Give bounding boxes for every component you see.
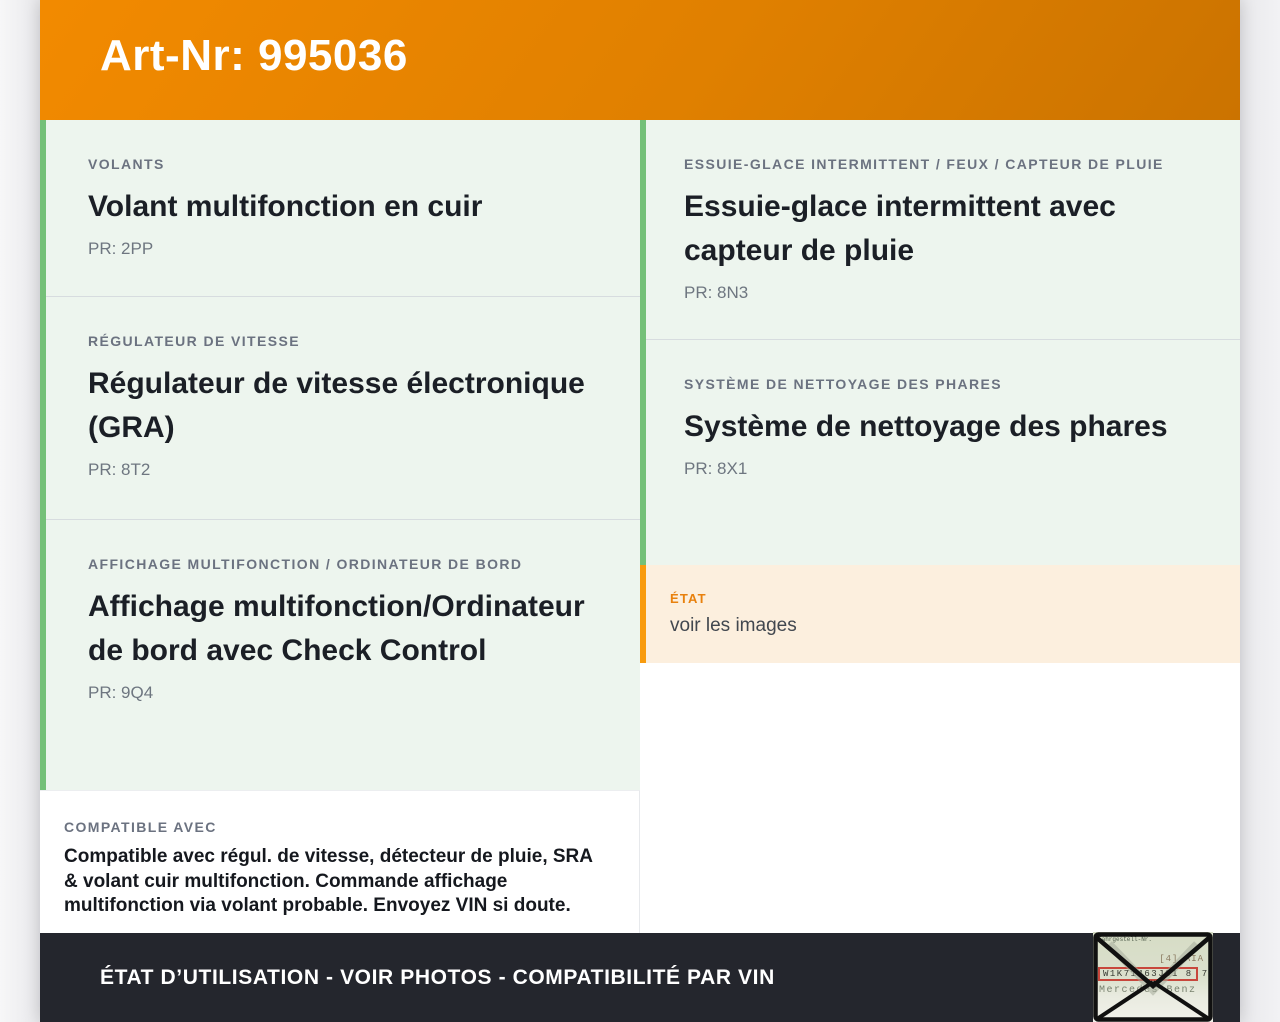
content [40,120,1240,933]
right-column [640,120,1240,933]
card-nettoyage-phares [640,340,1240,565]
pr-code: PR: 8T2 [88,460,151,479]
compatibility-text: Compatible avec régul. de vitesse, détecteur de pluie, SRA & volant cuir multifonction. Commande affichage multifonction via volant probable. Envoyez VIN si doute. [64,846,593,916]
doc-line1: [4] AIA [1159,954,1204,964]
pr-code: PR: 9Q4 [88,683,154,702]
footer-text: ÉTAT D’UTILISATION - VOIR PHOTOS - COMPATIBILITÉ PAR VIN [100,965,775,989]
card-category-label: RÉGULATEUR DE VITESSE [88,333,300,349]
listing-sheet [40,0,1240,1022]
card-regulateur [40,297,640,520]
etat-label: ÉTAT [670,591,707,606]
registration-document-image [1093,932,1213,1022]
card-title: Essuie-glace intermittent avec capteur de pluie [684,190,1116,267]
card-volant [40,120,640,297]
page-title: Art-Nr: 995036 [100,31,408,80]
compatibility-label: COMPATIBLE AVEC [64,819,217,835]
left-column [40,120,640,933]
card-category-label: AFFICHAGE MULTIFONCTION / ORDINATEUR DE BORD [88,556,523,572]
vin-suffix: 7 [1201,969,1208,979]
pr-code: PR: 2PP [88,239,154,258]
pr-code: PR: 8X1 [684,459,748,478]
card-title: Affichage multifonction/Ordinateur de bord avec Check Control [88,590,585,667]
card-title: Système de nettoyage des phares [684,410,1168,443]
pr-code: PR: 8N3 [684,283,749,302]
doc-brand-text: Mercedes-Benz [1099,985,1197,996]
card-title: Régulateur de vitesse électronique (GRA) [88,367,585,444]
header [40,0,1240,120]
envelope-icon [1093,932,1213,1022]
doc-small-label: Fahrgestell-Nr. [1098,936,1153,943]
footer-bar [40,933,1240,1022]
card-essuie-glace [640,120,1240,340]
card-category-label: SYSTÈME DE NETTOYAGE DES PHARES [684,376,1003,392]
card-category-label: VOLANTS [88,156,165,172]
etat-text: voir les images [670,615,797,636]
card-title: Volant multifonction en cuir [88,190,483,223]
card-affichage [40,520,640,790]
vin-highlight-box: W1K71463J31 8 [1098,967,1198,981]
etat-section [640,565,1240,663]
compatibility-section [40,790,640,933]
right-filler [640,663,1240,933]
card-category-label: ESSUIE-GLACE INTERMITTENT / FEUX / CAPTEUR DE PLUIE [684,156,1164,172]
